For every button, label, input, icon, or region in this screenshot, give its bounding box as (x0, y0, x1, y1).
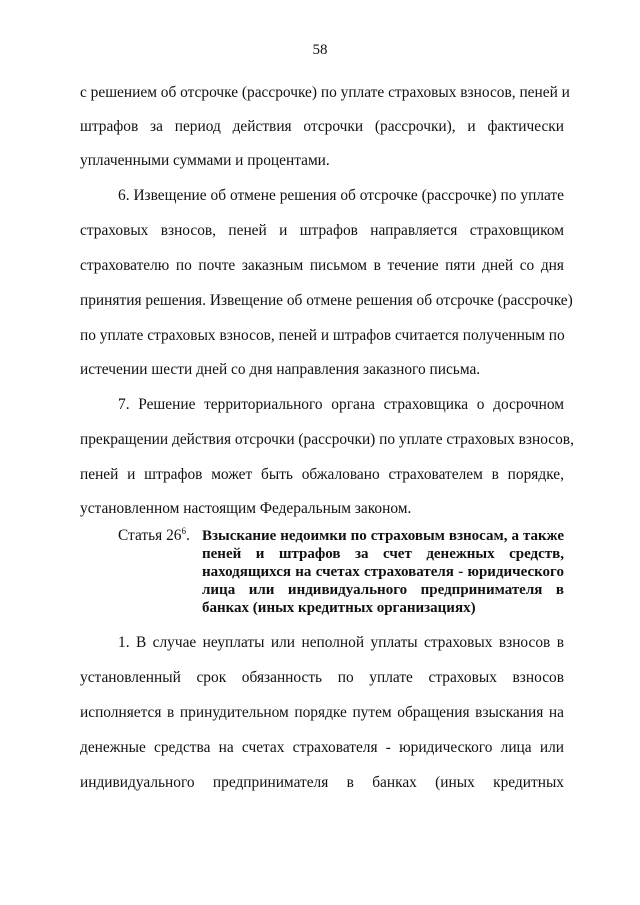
article-title-line-4: лица или индивидуального предпринимателя в (202, 582, 564, 598)
article-label-superscript: 6 (181, 525, 186, 536)
paragraph-2-line-2: страховых взносов, пеней и штрафов направляется страховщиком (80, 222, 564, 239)
page-number: 58 (312, 42, 328, 58)
paragraph-2-line-1: 6. Извещение об отмене решения об отсрочке (рассрочке) по уплате (118, 187, 564, 204)
paragraph-4-line-4: денежные средства на счетах страхователя - юридического лица или (80, 739, 564, 756)
article-title-line-2: пеней и штрафов за счет денежных средств, (202, 546, 564, 562)
paragraph-4-line-5: индивидуального предпринимателя в банках (иных кредитных (80, 774, 564, 791)
paragraph-2-line-4: принятия решения. Извещение об отмене решения об отсрочке (рассрочке) (80, 292, 573, 309)
paragraph-3-line-3: пеней и штрафов может быть обжаловано страхователем в порядке, (80, 466, 564, 483)
article-label (118, 527, 190, 545)
paragraph-4-line-3: исполняется в принудительном порядке путем обращения взыскания на (80, 704, 564, 721)
paragraph-3-line-1: 7. Решение территориального органа страховщика о досрочном (118, 396, 564, 413)
article-label-suffix: . (185, 527, 190, 544)
article-title (202, 527, 564, 617)
article-title-line-5: банках (иных кредитных организациях) (202, 600, 476, 616)
paragraph-2-line-6: истечении шести дней со дня направления заказного письма. (80, 361, 481, 378)
paragraph-1-line-2: штрафов за период действия отсрочки (рассрочки), и фактически (80, 118, 564, 135)
article-label-text: Статья 26 (118, 527, 182, 544)
paragraph-2-line-3: страхователю по почте заказным письмом в течение пяти дней со дня (80, 257, 564, 274)
paragraph-4-line-2: установленный срок обязанность по уплате страховых взносов (80, 669, 564, 686)
paragraph-4-line-1: 1. В случае неуплаты или неполной уплаты страховых взносов в (118, 634, 564, 651)
paragraph-1-line-1: с решением об отсрочке (рассрочке) по уплате страховых взносов, пеней и (80, 84, 570, 101)
paragraph-2-line-5: по уплате страховых взносов, пеней и штрафов считается полученным по (80, 327, 565, 344)
paragraph-3-line-2: прекращении действия отсрочки (рассрочки) по уплате страховых взносов, (80, 431, 574, 448)
article-title-line-3: находящихся на счетах страхователя - юридического (202, 564, 564, 580)
paragraph-3-line-4: установленном настоящим Федеральным законом. (80, 500, 412, 517)
paragraph-1-line-3: уплаченными суммами и процентами. (80, 152, 330, 169)
article-title-line-1: Взыскание недоимки по страховым взносам, а также (202, 528, 564, 544)
